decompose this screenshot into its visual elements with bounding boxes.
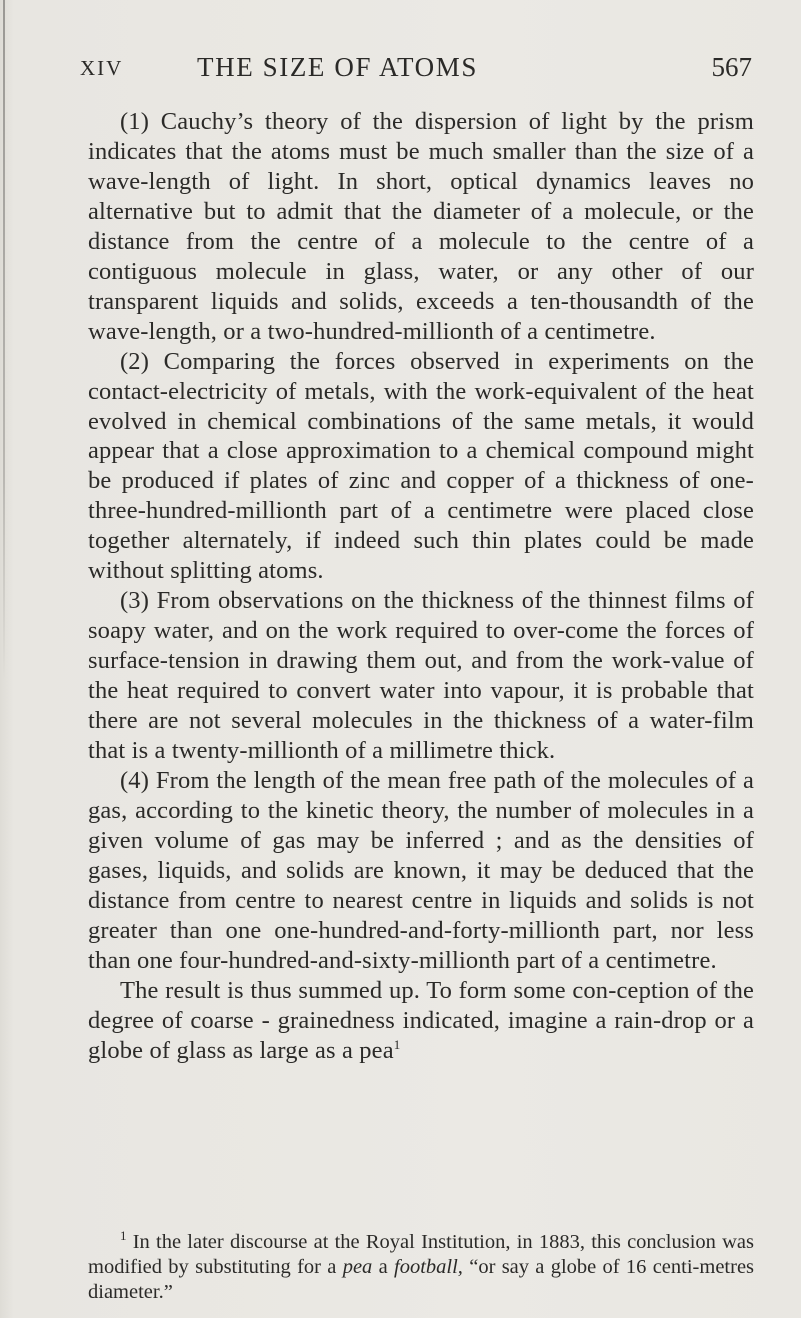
paragraph-2: (2) Comparing the forces observed in experiments on the contact-electricity of metals, with the work-equivalent of the heat evolved in chemical combinations of the same metals, it would appear that a close approximation to a chemical compound might be produced if plates of zinc and copper of a thickness of one-three-hundred-millionth part of a centimetre were placed close together alternately, if indeed such thin plates could be made without splitting atoms.: [88, 347, 754, 585]
footnote-text-before: In the later discourse at the Royal Institution, in 1883, this conclusion was modified by substituting for a: [88, 1231, 754, 1278]
footnote-text-after: “or say a globe of 16 centi-metres diameter.”: [88, 1256, 755, 1303]
footnote: [88, 1230, 754, 1305]
footnote-italic-pea: pea: [342, 1256, 373, 1278]
footnote-italic-football: football,: [394, 1256, 463, 1278]
summary-text: The result is thus summed up. To form some con-ception of the degree of coarse - grainedness indicated, imagine a rain-drop or a globe of glass as large as a pea: [88, 976, 754, 1064]
paragraph-1: (1) Cauchy’s theory of the dispersion of light by the prism indicates that the atoms must be much smaller than the size of a wave-length of light. In short, optical dynamics leaves no alternative but to admit that the diameter of a molecule, or the distance from the centre of a molecule to the centre of a contiguous molecule in glass, water, or any other of our transparent liquids and solids, exceeds a ten-thousandth of the wave-length, or a two-hundred-millionth of a centimetre.: [88, 108, 754, 345]
running-title: THE SIZE OF ATOMS: [197, 52, 478, 82]
footnote-marker: 1: [120, 1228, 127, 1244]
footnote-text-middle: a: [378, 1256, 388, 1278]
footnote-reference: 1: [393, 1036, 401, 1052]
page-edge-shadow: [3, 0, 5, 680]
body-text: [88, 107, 754, 1066]
page-number: 567: [711, 52, 752, 82]
running-head: [42, 52, 754, 92]
paragraph-4: (4) From the length of the mean free path of the molecules of a gas, according to the kinetic theory, the number of molecules in a given volume of gas may be inferred ; and as the densities of gases, liquids, and solids are known, it may be deduced that the distance from centre to nearest centre in liquids and solids is not greater than one one-hundred-and-forty-millionth part, nor less than one four-hundred-and-sixty-millionth part of a centimetre.: [88, 766, 754, 974]
paragraph-summary: [88, 976, 754, 1066]
chapter-number: XIV: [80, 56, 124, 80]
footnote-paragraph: [88, 1230, 754, 1305]
paragraph-3: (3) From observations on the thickness of the thinnest films of soapy water, and on the work required to over-come the forces of surface-tension in drawing them out, and from the work-value of the heat required to convert water into vapour, it is probable that there are not several molecules in the thickness of a water-film that is a twenty-millionth of a millimetre thick.: [88, 587, 754, 765]
